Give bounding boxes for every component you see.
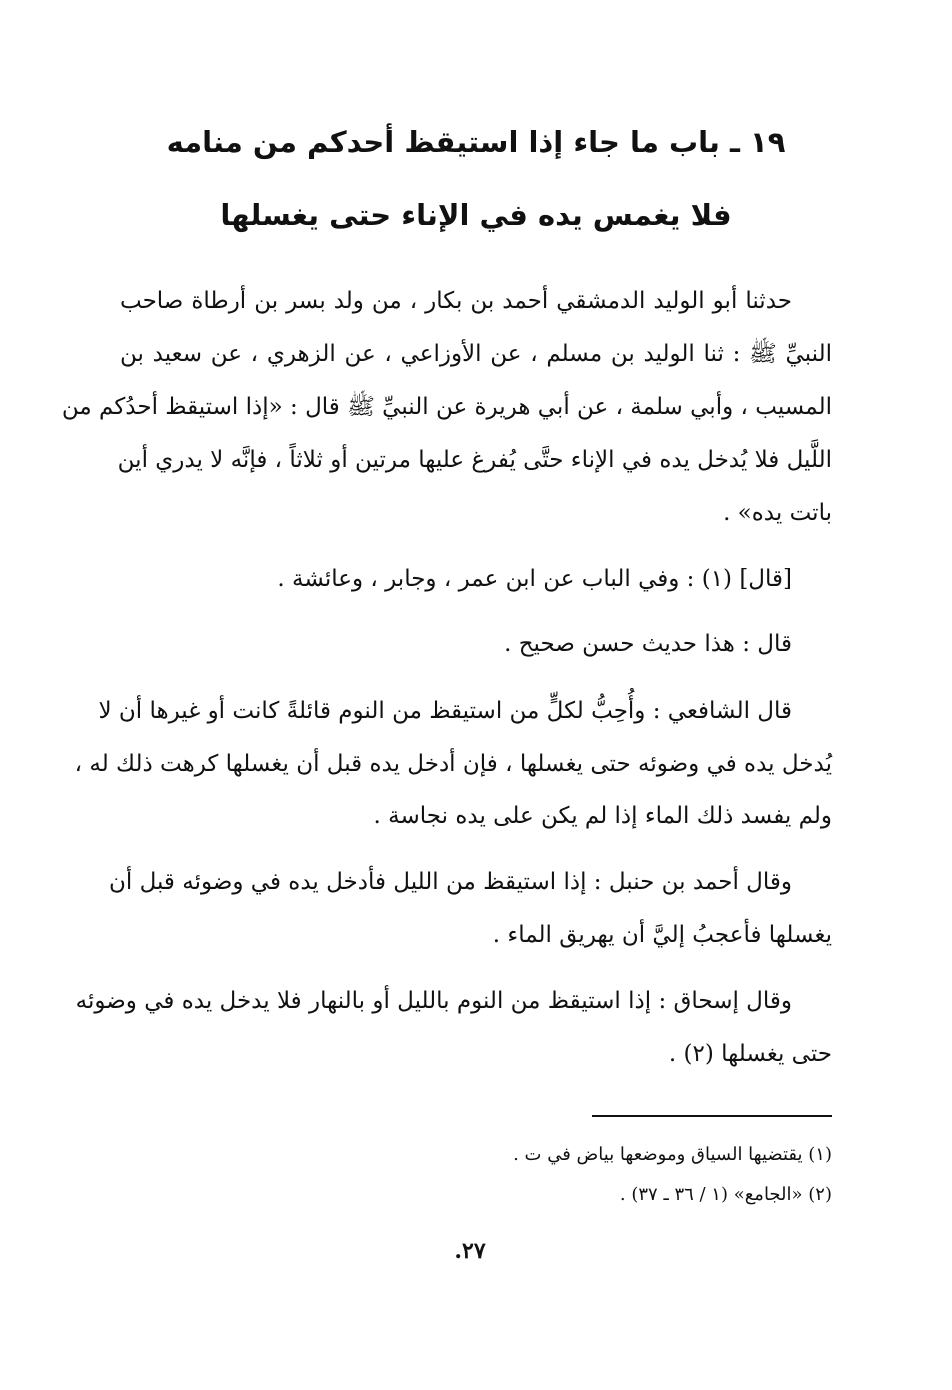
chapter-title-line-1: ١٩ ـ باب ما جاء إذا استيقظ أحدكم من منامه [166, 125, 786, 159]
shafii-line-1: قال الشافعي : وأُحِبُّ لكلٍّ من استيقظ من النوم قائلةً كانت أو غيرها أن لا [98, 698, 792, 724]
qala-hasan-line: قال : هذا حديث حسن صحيح . [504, 631, 792, 657]
footnote-2: (٢) «الجامع» (١ / ٣٦ ـ ٣٧) . [619, 1184, 832, 1205]
ahmad-line-1: وقال أحمد بن حنبل : إذا استيقظ من الليل فأدخل يده في وضوئه قبل أن [108, 869, 792, 895]
hadith-line-4: اللَّيل فلا يُدخل يده في الإناء حتَّى يُفرغ عليها مرتين أو ثلاثاً ، فإنَّه لا يدري أين [117, 447, 832, 473]
chapter-title-line-2: فلا يغمس يده في الإناء حتى يغسلها [220, 198, 732, 232]
footnote-1: (١) يقتضيها السياق وموضعها بياض في ت . [513, 1144, 832, 1165]
ahmad-line-2: يغسلها فأعجبُ إليَّ أن يهريق الماء . [492, 922, 832, 948]
hadith-line-5: باتت يده» . [723, 500, 832, 526]
hadith-line-3: المسيب ، وأبي سلمة ، عن أبي هريرة عن النبيِّ ﷺ قال : «إذا استيقظ أحدُكم من [61, 394, 832, 420]
shafii-line-3: ولم يفسد ذلك الماء إذا لم يكن على يده نجاسة . [373, 803, 832, 829]
ishaq-line-1: وقال إسحاق : إذا استيقظ من النوم بالليل أو بالنهار فلا يدخل يده في وضوئه [75, 988, 792, 1014]
ishaq-line-2: حتى يغسلها (٢) . [668, 1041, 832, 1067]
footnote-separator [592, 1115, 832, 1117]
qala-bab-line: [قال] (١) : وفي الباب عن ابن عمر ، وجابر ، وعائشة . [277, 566, 792, 592]
hadith-line-2: النبيِّ ﷺ : ثنا الوليد بن مسلم ، عن الأوزاعي ، عن الزهري ، عن سعيد بن [120, 341, 832, 367]
hadith-line-1: حدثنا أبو الوليد الدمشقي أحمد بن بكار ، من ولد بسر بن أرطاة صاحب [120, 288, 792, 314]
page-number: ٢٧. [454, 1238, 486, 1264]
shafii-line-2: يُدخل يده في وضوئه حتى يغسلها ، فإن أدخل يده قبل أن يغسلها كرهت ذلك له ، [74, 751, 832, 777]
